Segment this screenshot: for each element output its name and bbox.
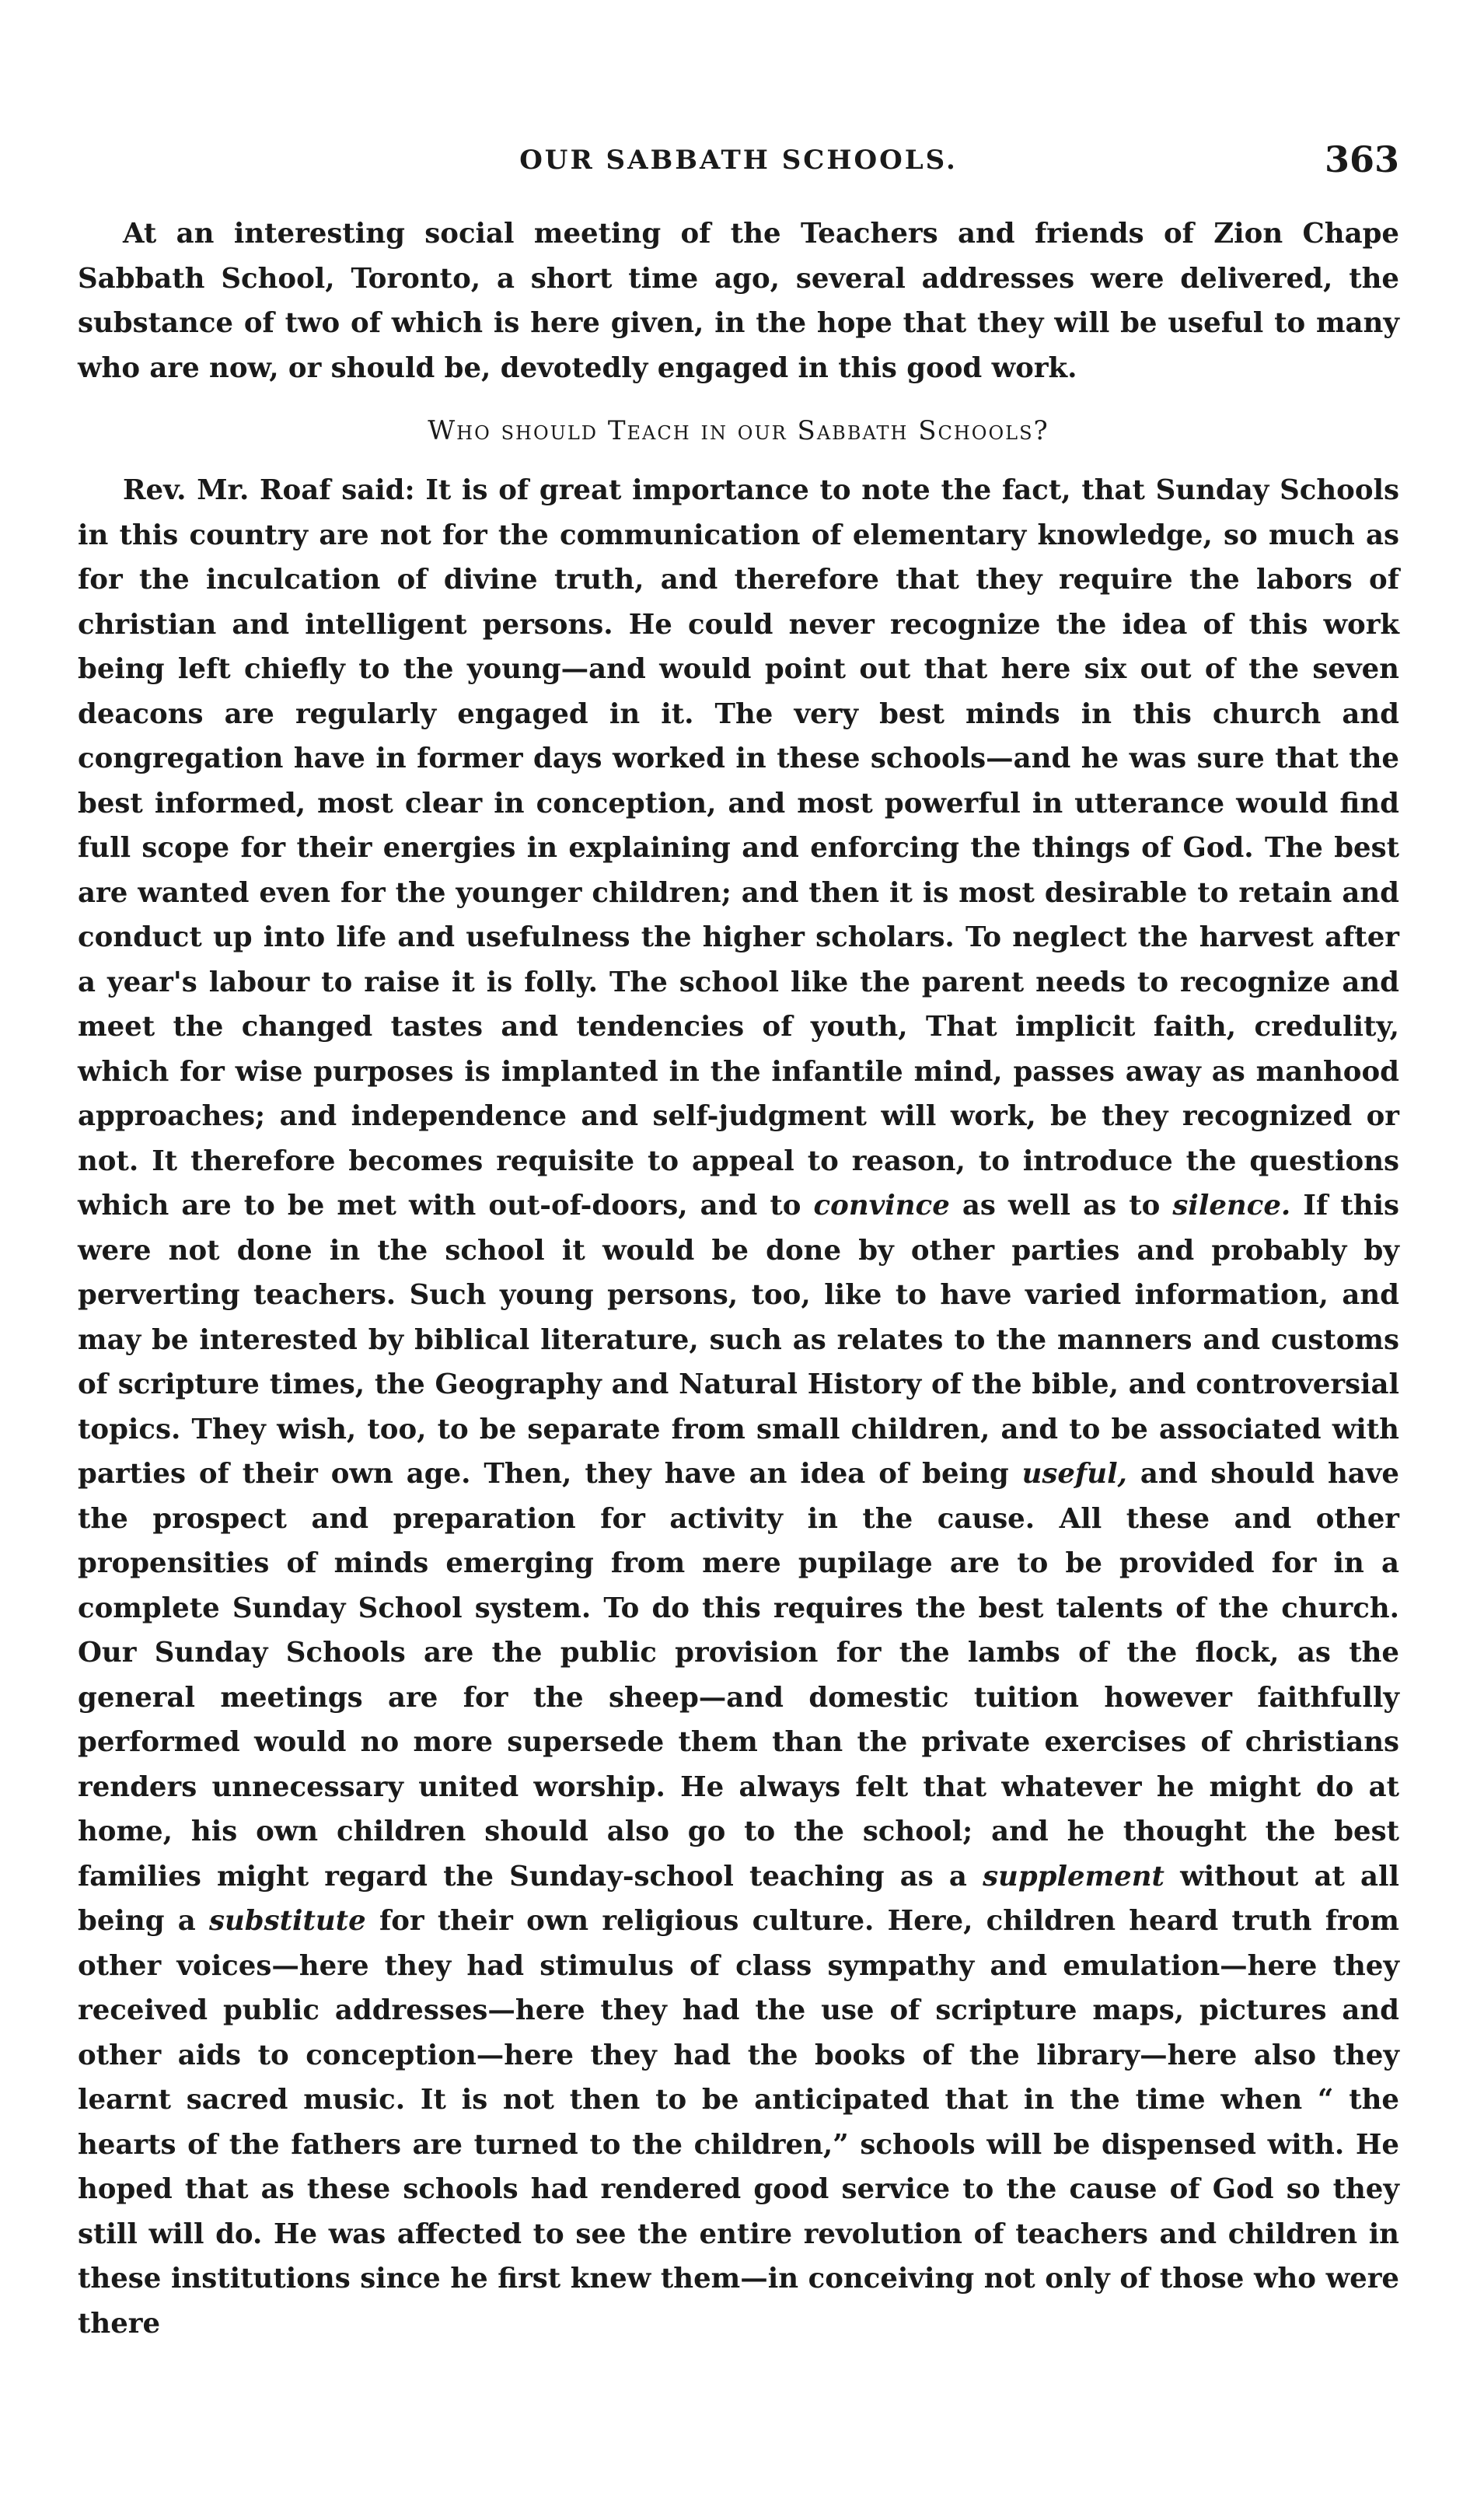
speech-text-6: for their own religious culture. Here, children heard truth from other voices—here they had stimulus of class sympathy and emulation—here they received public addresses—here they had the use of scripture maps, pictures and other aids to conception—here they had the books of the library—here also they learnt sacred music. It is not then to be anticipated that in the time when “ the hearts of the fathers are turned to the children,” schools will be dispensed with. He hoped that as these schools had rendered good service to the cause of God so they still will do. He was affected to see the entire revolution of teachers and children in these institutions since he first knew them—in conceiving not only of those who were there xyxy=(78,1905,1399,2340)
speech-text-4: and should have the prospect and preparation for activity in the cause. All these and other propensities of minds emerging from mere pupilage are to be provided for in a complete Sunday School system. To do this requires the best talents of the church. Our Sunday Schools are the public provision for the lambs of the flock, as the general meetings are for the sheep—and domestic tuition however faithfully performed would no more supersede them than the private exercises of christians renders unnecessary united worship. He always felt that whatever he might do at home, his own children should also go to the school; and he thought the best families might regard the Sunday-school teaching as a xyxy=(78,1458,1399,1893)
speech-text-2: as well as to xyxy=(949,1190,1173,1222)
speech-text-1: Rev. Mr. Roaf said: It is of great importance to note the fact, that Sunday Schools in this country are not for the communication of elementary knowledge, so much as for the inculcation of divine truth, and therefore that they require the labors of christian and intelligent persons. He could never recognize the idea of this work being left chiefly to the young—and would point out that here six out of the seven deacons are regularly engaged in it. The very best minds in this church and congregation have in former days worked in these schools—and he was sure that the best informed, most clear in conception, and most powerful in utterance would find full scope for their energies in explaining and enforcing the things of God. The best are wanted even for the younger children; and then it is most desirable to retain and conduct up into life and usefulness the higher scholars. To neglect the harvest after a year's labour to raise it is folly. The school like the parent needs to recognize and meet the changed tastes and tendencies of youth, That implicit faith, credulity, which for wise purposes is implanted in the infantile mind, passes away as manhood approaches; and independence and self-judgment will work, be they recognized or not. It therefore becomes requisite to appeal to reason, to introduce the questions which are to be met with out-of-doors, and to xyxy=(78,474,1399,1222)
section-heading: Who should Teach in our Sabbath Schools? xyxy=(428,415,1049,446)
page-number: 363 xyxy=(1324,138,1399,180)
running-title: OUR SABBATH SCHOOLS. xyxy=(519,145,958,176)
page-body xyxy=(78,211,1399,2346)
emphasis-useful: useful, xyxy=(1021,1458,1127,1490)
speech-text-5: without at all being a xyxy=(78,1860,1399,1937)
emphasis-supplement: supplement xyxy=(983,1860,1164,1893)
speech-text-3: If this were not done in the school it would be done by other parties and probably by perverting teachers. Such young persons, too, like to have varied information, and may be interested by biblical literature, such as relates to the manners and customs of scripture times, the Geography and Natural History of the bible, and controversial topics. They wish, too, to be separate from small children, and to be associated with parties of their own age. Then, they have an idea of being xyxy=(78,1190,1399,1490)
intro-paragraph: At an interesting social meeting of the Teachers and friends of Zion Chape Sabbath School, Toronto, a short time ago, several addresses were delivered, the substance of two of which is here given, in the hope that they will be useful to many who are now, or should be, devotedly engaged in this good work. xyxy=(78,218,1399,384)
running-head xyxy=(78,138,1399,199)
emphasis-silence: silence. xyxy=(1172,1190,1291,1222)
emphasis-substitute: substitute xyxy=(209,1905,366,1937)
speech-paragraph xyxy=(78,468,1399,2346)
emphasis-convince: convince xyxy=(813,1190,950,1222)
